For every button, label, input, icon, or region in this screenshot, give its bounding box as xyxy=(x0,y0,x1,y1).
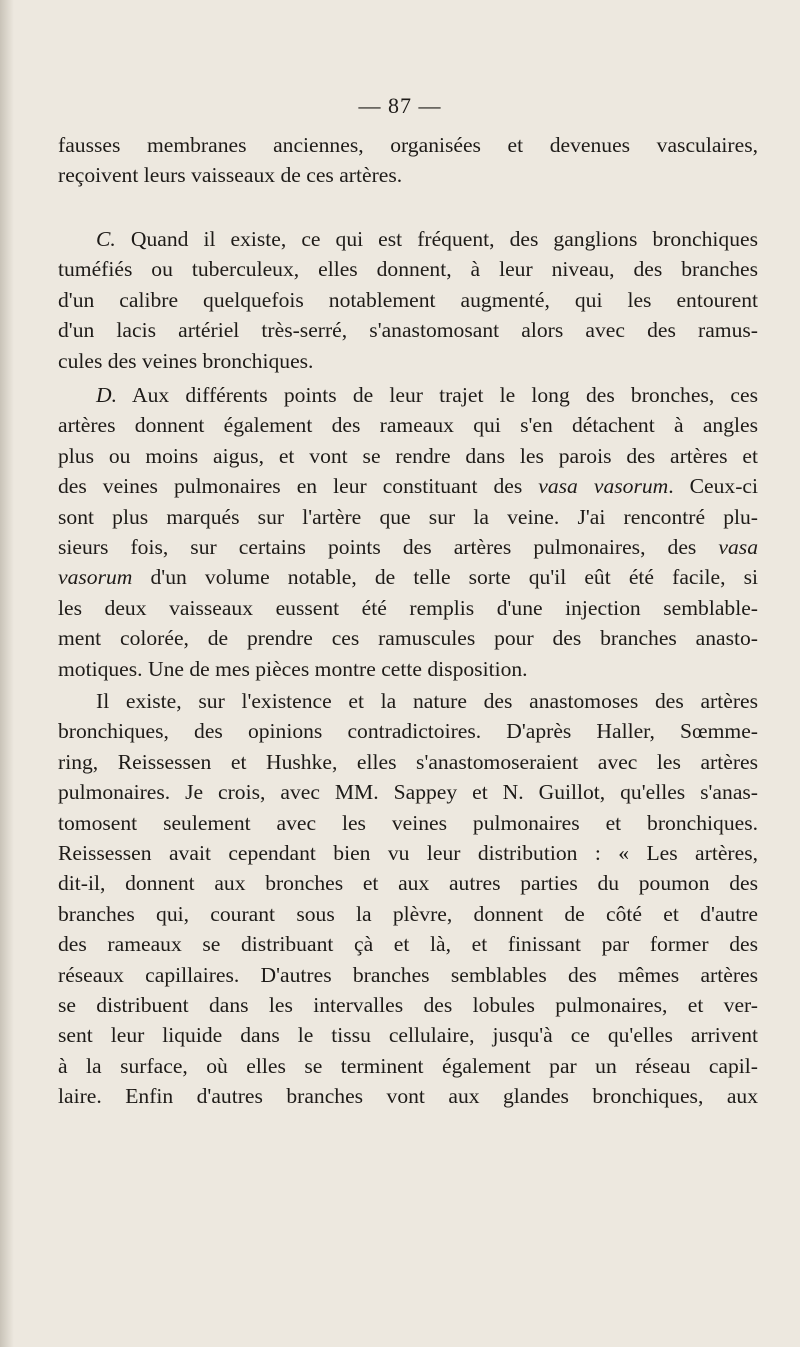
text-line-content: d'un volume notable, de telle sorte qu'il eût été facile, si xyxy=(132,565,758,590)
text-line: laire. Enfin d'autres branches vont aux glandes bronchiques, aux xyxy=(58,1084,758,1109)
text-line: se distribuent dans les intervalles des lobules pulmonaires, et ver- xyxy=(58,993,758,1018)
paragraph-d xyxy=(58,380,758,684)
italic-term: vasa vasorum xyxy=(538,474,669,499)
text-line: bronchiques, des opinions contradictoires. D'après Haller, Sœmme- xyxy=(58,719,758,744)
paragraph-label: C. xyxy=(96,227,116,251)
text-line: reçoivent leurs vaisseaux de ces artères. xyxy=(58,163,403,188)
text-line: ment colorée, de prendre ces ramuscules pour des branches anasto- xyxy=(58,626,758,651)
page-edge-shadow xyxy=(0,0,14,1347)
paragraph-intro xyxy=(58,130,758,191)
text-line-content: Quand il existe, ce qui est fréquent, des ganglions bronchiques xyxy=(130,227,758,251)
text-line xyxy=(58,471,758,501)
text-line-content: . Ceux-ci xyxy=(668,474,758,499)
text-line: cules des veines bronchiques. xyxy=(58,348,314,373)
text-line-content: des veines pulmonaires en leur constituant des xyxy=(58,474,539,499)
text-line: d'un calibre quelquefois notablement augmenté, qui les entourent xyxy=(58,287,758,312)
text-line: à la surface, où elles se terminent également par un réseau capil- xyxy=(58,1053,758,1078)
text-line xyxy=(58,380,758,410)
text-line: les deux vaisseaux eussent été remplis d'une injection semblable- xyxy=(58,595,758,620)
paragraph-c xyxy=(58,224,758,376)
text-line: Reissessen avait cependant bien vu leur distribution : « Les artères, xyxy=(58,841,758,866)
page-number: — 87 — xyxy=(358,93,442,118)
text-line: artères donnent également des rameaux qui s'en détachent à angles xyxy=(58,413,758,438)
text-line xyxy=(58,532,758,562)
text-line-content: Aux différents points de leur trajet le long des bronches, ces xyxy=(131,383,758,407)
text-line: tomosent seulement avec les veines pulmonaires et bronchiques. xyxy=(58,810,758,835)
text-line: branches qui, courant sous la plèvre, donnent de côté et d'autre xyxy=(58,901,758,926)
text-line xyxy=(58,224,758,254)
text-line: pulmonaires. Je crois, avec MM. Sappey et N. Guillot, qu'elles s'anas- xyxy=(58,780,758,805)
text-line: d'un lacis artériel très-serré, s'anastomosant alors avec des ramus- xyxy=(58,318,758,343)
italic-term: vasorum xyxy=(58,565,133,590)
italic-term: vasa xyxy=(718,535,758,560)
text-line: plus ou moins aigus, et vont se rendre dans les parois des artères et xyxy=(58,443,758,468)
text-line: fausses membranes anciennes, organisées et devenues vasculaires, xyxy=(58,133,758,157)
text-line: dit-il, donnent aux bronches et aux autres parties du poumon des xyxy=(58,871,758,896)
text-line: sont plus marqués sur l'artère que sur la veine. J'ai rencontré plu- xyxy=(58,504,758,529)
paragraph-label: D. xyxy=(96,383,117,407)
text-line: réseaux capillaires. D'autres branches semblables des mêmes artères xyxy=(58,962,758,987)
text-line: Il existe, sur l'existence et la nature des anastomoses des artères xyxy=(96,689,758,713)
paragraph-anastomoses xyxy=(58,686,758,1112)
text-line: tuméfiés ou tuberculeux, elles donnent, à leur niveau, des branches xyxy=(58,257,758,282)
text-line: sent leur liquide dans le tissu cellulaire, jusqu'à ce qu'elles arrivent xyxy=(58,1023,758,1048)
text-line: ring, Reissessen et Hushke, elles s'anastomoseraient avec les artères xyxy=(58,749,758,774)
text-line xyxy=(58,562,758,592)
text-line: des rameaux se distribuant çà et là, et finissant par former des xyxy=(58,932,758,957)
text-line-content: sieurs fois, sur certains points des artères pulmonaires, des xyxy=(58,535,719,560)
text-line: motiques. Une de mes pièces montre cette disposition. xyxy=(58,656,528,681)
